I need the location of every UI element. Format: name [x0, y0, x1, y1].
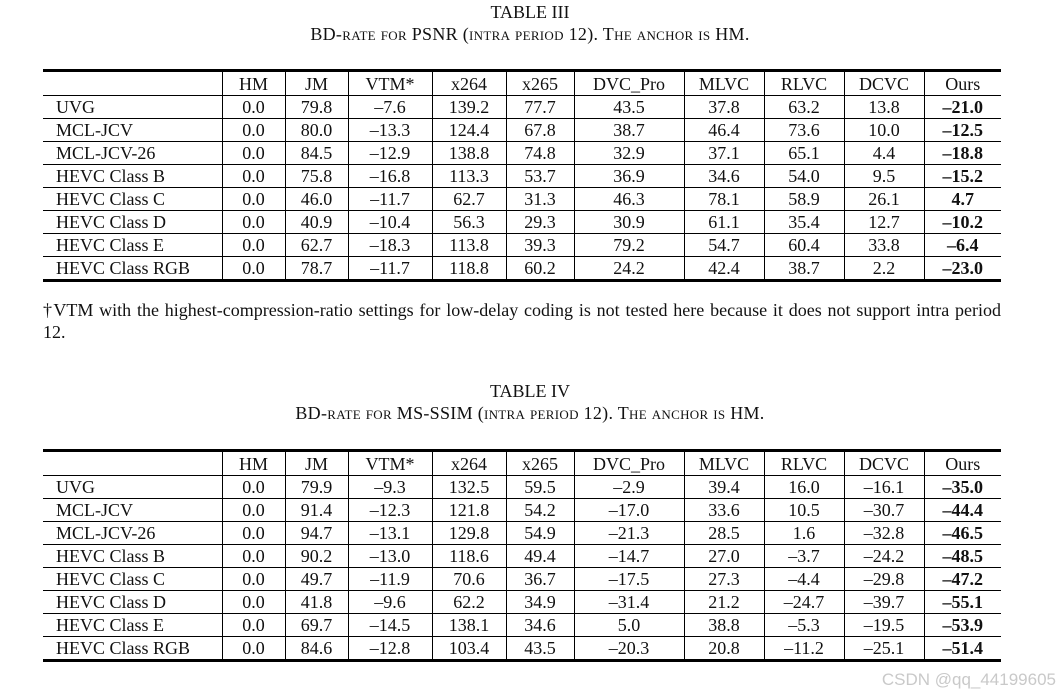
table-cell: 43.5 — [574, 96, 684, 119]
table-cell: –17.5 — [574, 568, 684, 591]
row-label: HEVC Class C — [43, 188, 222, 211]
table-row — [43, 188, 1001, 211]
table-cell: –12.3 — [348, 499, 432, 522]
row-label: MCL-JCV-26 — [43, 522, 222, 545]
table3-header-mlvc: MLVC — [684, 71, 764, 96]
table3-header-dcvc: DCVC — [844, 71, 924, 96]
table-cell: –10.4 — [348, 211, 432, 234]
table-cell: 13.8 — [844, 96, 924, 119]
table-cell: –18.8 — [924, 142, 1001, 165]
table-cell: –39.7 — [844, 591, 924, 614]
table-cell: 33.6 — [684, 499, 764, 522]
table-cell: 31.3 — [506, 188, 574, 211]
table-cell: 2.2 — [844, 257, 924, 281]
table-cell: 60.2 — [506, 257, 574, 281]
table-cell: 24.2 — [574, 257, 684, 281]
table-cell: –35.0 — [924, 476, 1001, 499]
table3-header-x265: x265 — [506, 71, 574, 96]
table-cell: –12.5 — [924, 119, 1001, 142]
table-cell: 118.8 — [432, 257, 506, 281]
table-cell: 0.0 — [222, 188, 285, 211]
table-cell: –25.1 — [844, 637, 924, 661]
table-cell: 43.5 — [506, 637, 574, 661]
table-cell: 4.4 — [844, 142, 924, 165]
table-cell: 29.3 — [506, 211, 574, 234]
table-cell: 40.9 — [285, 211, 348, 234]
table-cell: 36.7 — [506, 568, 574, 591]
table3-subtitle: BD-rate for PSNR (intra period 12). The anchor is HM. — [310, 24, 750, 44]
table-cell: 30.9 — [574, 211, 684, 234]
table-row — [43, 234, 1001, 257]
table-cell: 84.5 — [285, 142, 348, 165]
table-cell: 46.4 — [684, 119, 764, 142]
table4-header-x264: x264 — [432, 451, 506, 476]
table-cell: 46.3 — [574, 188, 684, 211]
table-cell: –7.6 — [348, 96, 432, 119]
table-cell: 75.8 — [285, 165, 348, 188]
table-cell: –11.2 — [764, 637, 844, 661]
table4-header-label — [43, 451, 222, 476]
table-cell: 79.2 — [574, 234, 684, 257]
table-row — [43, 591, 1001, 614]
table-cell: 38.8 — [684, 614, 764, 637]
row-label: MCL-JCV — [43, 119, 222, 142]
table-cell: –18.3 — [348, 234, 432, 257]
table3-header-ours: Ours — [924, 71, 1001, 96]
table-cell: –32.8 — [844, 522, 924, 545]
table4-title: TABLE IV — [489, 381, 571, 401]
table-cell: 0.0 — [222, 257, 285, 281]
table3-header-dvc-pro: DVC_Pro — [574, 71, 684, 96]
table-cell: 132.5 — [432, 476, 506, 499]
row-label: UVG — [43, 476, 222, 499]
table-cell: 20.8 — [684, 637, 764, 661]
table-cell: 60.4 — [764, 234, 844, 257]
table-row — [43, 614, 1001, 637]
table-cell: 113.3 — [432, 165, 506, 188]
table-cell: 79.8 — [285, 96, 348, 119]
table-cell: 0.0 — [222, 545, 285, 568]
table-row — [43, 568, 1001, 591]
table-cell: 65.1 — [764, 142, 844, 165]
table-cell: 0.0 — [222, 211, 285, 234]
table-cell: 78.1 — [684, 188, 764, 211]
table-cell: 32.9 — [574, 142, 684, 165]
table-cell: 38.7 — [764, 257, 844, 281]
table-cell: –16.8 — [348, 165, 432, 188]
table-cell: 80.0 — [285, 119, 348, 142]
table-cell: –24.7 — [764, 591, 844, 614]
table3-header-row — [43, 71, 1001, 96]
row-label: UVG — [43, 96, 222, 119]
table-cell: 63.2 — [764, 96, 844, 119]
table-cell: 90.2 — [285, 545, 348, 568]
table-cell: 58.9 — [764, 188, 844, 211]
table-cell: 0.0 — [222, 522, 285, 545]
table4-header-mlvc: MLVC — [684, 451, 764, 476]
table-cell: 34.6 — [684, 165, 764, 188]
table-cell: –55.1 — [924, 591, 1001, 614]
table-cell: 67.8 — [506, 119, 574, 142]
table-cell: 26.1 — [844, 188, 924, 211]
table-cell: 0.0 — [222, 637, 285, 661]
table-cell: –19.5 — [844, 614, 924, 637]
table-cell: 12.7 — [844, 211, 924, 234]
row-label: HEVC Class C — [43, 568, 222, 591]
row-label: HEVC Class D — [43, 591, 222, 614]
table-row — [43, 211, 1001, 234]
table-cell: 0.0 — [222, 234, 285, 257]
table-cell: 5.0 — [574, 614, 684, 637]
table-cell: –4.4 — [764, 568, 844, 591]
table-cell: –20.3 — [574, 637, 684, 661]
table-cell: 35.4 — [764, 211, 844, 234]
table-cell: 34.6 — [506, 614, 574, 637]
table-cell: 0.0 — [222, 476, 285, 499]
table3-header-rlvc: RLVC — [764, 71, 844, 96]
table-cell: –15.2 — [924, 165, 1001, 188]
table-cell: 53.7 — [506, 165, 574, 188]
table-cell: 118.6 — [432, 545, 506, 568]
table-cell: 77.7 — [506, 96, 574, 119]
table3-header-jm: JM — [285, 71, 348, 96]
table-cell: 42.4 — [684, 257, 764, 281]
table-row — [43, 522, 1001, 545]
table3-header-vtm-: VTM* — [348, 71, 432, 96]
table-row — [43, 142, 1001, 165]
table-cell: 10.5 — [764, 499, 844, 522]
table-cell: 27.3 — [684, 568, 764, 591]
table-cell: 1.6 — [764, 522, 844, 545]
row-label: HEVC Class RGB — [43, 637, 222, 661]
table-cell: 0.0 — [222, 165, 285, 188]
table-cell: 56.3 — [432, 211, 506, 234]
table-cell: 62.2 — [432, 591, 506, 614]
table-cell: 0.0 — [222, 499, 285, 522]
table-cell: 39.3 — [506, 234, 574, 257]
table-row — [43, 96, 1001, 119]
table-cell: –24.2 — [844, 545, 924, 568]
row-label: HEVC Class E — [43, 234, 222, 257]
table3-header-x264: x264 — [432, 71, 506, 96]
table-cell: 34.9 — [506, 591, 574, 614]
row-label: HEVC Class B — [43, 545, 222, 568]
table-cell: –2.9 — [574, 476, 684, 499]
row-label: MCL-JCV — [43, 499, 222, 522]
table-cell: –12.8 — [348, 637, 432, 661]
table-row — [43, 499, 1001, 522]
table-cell: 54.0 — [764, 165, 844, 188]
table3-caption — [0, 1, 1060, 45]
table4-header-jm: JM — [285, 451, 348, 476]
row-label: HEVC Class D — [43, 211, 222, 234]
table4-caption — [0, 380, 1060, 424]
table-cell: 91.4 — [285, 499, 348, 522]
table-cell: –30.7 — [844, 499, 924, 522]
table-cell: 0.0 — [222, 142, 285, 165]
table-cell: –6.4 — [924, 234, 1001, 257]
table-cell: –3.7 — [764, 545, 844, 568]
table4-header-x265: x265 — [506, 451, 574, 476]
table-cell: 33.8 — [844, 234, 924, 257]
table-cell: –29.8 — [844, 568, 924, 591]
table-cell: 54.2 — [506, 499, 574, 522]
table-cell: 28.5 — [684, 522, 764, 545]
table-cell: –21.0 — [924, 96, 1001, 119]
table-row — [43, 637, 1001, 661]
table-cell: –11.7 — [348, 188, 432, 211]
table-cell: –11.7 — [348, 257, 432, 281]
row-label: HEVC Class E — [43, 614, 222, 637]
table-cell: 61.1 — [684, 211, 764, 234]
table-cell: 0.0 — [222, 119, 285, 142]
table-cell: 70.6 — [432, 568, 506, 591]
table-cell: 46.0 — [285, 188, 348, 211]
table3-header-hm: HM — [222, 71, 285, 96]
table-cell: –13.1 — [348, 522, 432, 545]
table-cell: 0.0 — [222, 614, 285, 637]
table-cell: –11.9 — [348, 568, 432, 591]
table-cell: 62.7 — [432, 188, 506, 211]
table-cell: 0.0 — [222, 568, 285, 591]
table-cell: 49.7 — [285, 568, 348, 591]
table3-title: TABLE III — [490, 2, 570, 22]
table-cell: –44.4 — [924, 499, 1001, 522]
table4 — [43, 449, 1001, 662]
table-cell: 62.7 — [285, 234, 348, 257]
watermark: CSDN @qq_44199605 — [881, 670, 1056, 689]
table-cell: 21.2 — [684, 591, 764, 614]
table-cell: 94.7 — [285, 522, 348, 545]
table-cell: 37.8 — [684, 96, 764, 119]
table-cell: –46.5 — [924, 522, 1001, 545]
table-cell: 124.4 — [432, 119, 506, 142]
table4-body — [43, 476, 1001, 661]
row-label: HEVC Class RGB — [43, 257, 222, 281]
table4-header-ours: Ours — [924, 451, 1001, 476]
table-cell: –13.3 — [348, 119, 432, 142]
table-cell: 129.8 — [432, 522, 506, 545]
footnote: †VTM with the highest-compression-ratio settings for low-delay coding is not tested here because it does not support intra period 12. — [43, 300, 1001, 342]
table-cell: 0.0 — [222, 591, 285, 614]
table-cell: –14.5 — [348, 614, 432, 637]
table-row — [43, 476, 1001, 499]
table-row — [43, 119, 1001, 142]
table-cell: 84.6 — [285, 637, 348, 661]
table4-header-dvc-pro: DVC_Pro — [574, 451, 684, 476]
table-cell: –10.2 — [924, 211, 1001, 234]
table-cell: –5.3 — [764, 614, 844, 637]
table-cell: –23.0 — [924, 257, 1001, 281]
table-cell: 0.0 — [222, 96, 285, 119]
table-cell: –51.4 — [924, 637, 1001, 661]
table-cell: –17.0 — [574, 499, 684, 522]
table-cell: 139.2 — [432, 96, 506, 119]
row-label: MCL-JCV-26 — [43, 142, 222, 165]
table4-header-dcvc: DCVC — [844, 451, 924, 476]
table4-header-hm: HM — [222, 451, 285, 476]
table-cell: 38.7 — [574, 119, 684, 142]
table-cell: –53.9 — [924, 614, 1001, 637]
table-cell: 138.8 — [432, 142, 506, 165]
table-cell: –13.0 — [348, 545, 432, 568]
table-cell: 54.7 — [684, 234, 764, 257]
table3 — [43, 69, 1001, 282]
table-row — [43, 257, 1001, 281]
table-cell: –21.3 — [574, 522, 684, 545]
table4-subtitle: BD-rate for MS-SSIM (intra period 12). The anchor is HM. — [295, 403, 765, 423]
table-cell: 9.5 — [844, 165, 924, 188]
table-cell: 79.9 — [285, 476, 348, 499]
table-cell: 69.7 — [285, 614, 348, 637]
table3-header-label — [43, 71, 222, 96]
table-cell: –14.7 — [574, 545, 684, 568]
table-cell: 49.4 — [506, 545, 574, 568]
table4-header-rlvc: RLVC — [764, 451, 844, 476]
table3-body — [43, 96, 1001, 281]
table-cell: –9.3 — [348, 476, 432, 499]
table-cell: 16.0 — [764, 476, 844, 499]
table-cell: 113.8 — [432, 234, 506, 257]
table-cell: 138.1 — [432, 614, 506, 637]
table-cell: –47.2 — [924, 568, 1001, 591]
table-cell: –9.6 — [348, 591, 432, 614]
table-cell: 41.8 — [285, 591, 348, 614]
table-cell: –12.9 — [348, 142, 432, 165]
table-cell: 10.0 — [844, 119, 924, 142]
row-label: HEVC Class B — [43, 165, 222, 188]
table-cell: –16.1 — [844, 476, 924, 499]
table4-header-vtm-: VTM* — [348, 451, 432, 476]
table-cell: –31.4 — [574, 591, 684, 614]
table-cell: 27.0 — [684, 545, 764, 568]
table-cell: 54.9 — [506, 522, 574, 545]
table-cell: 78.7 — [285, 257, 348, 281]
table-cell: 37.1 — [684, 142, 764, 165]
table-cell: –48.5 — [924, 545, 1001, 568]
table-row — [43, 545, 1001, 568]
table-cell: 73.6 — [764, 119, 844, 142]
table-cell: 4.7 — [924, 188, 1001, 211]
table-row — [43, 165, 1001, 188]
table4-header-row — [43, 451, 1001, 476]
table-cell: 74.8 — [506, 142, 574, 165]
table-cell: 121.8 — [432, 499, 506, 522]
table-cell: 39.4 — [684, 476, 764, 499]
table-cell: 36.9 — [574, 165, 684, 188]
table-cell: 103.4 — [432, 637, 506, 661]
table-cell: 59.5 — [506, 476, 574, 499]
